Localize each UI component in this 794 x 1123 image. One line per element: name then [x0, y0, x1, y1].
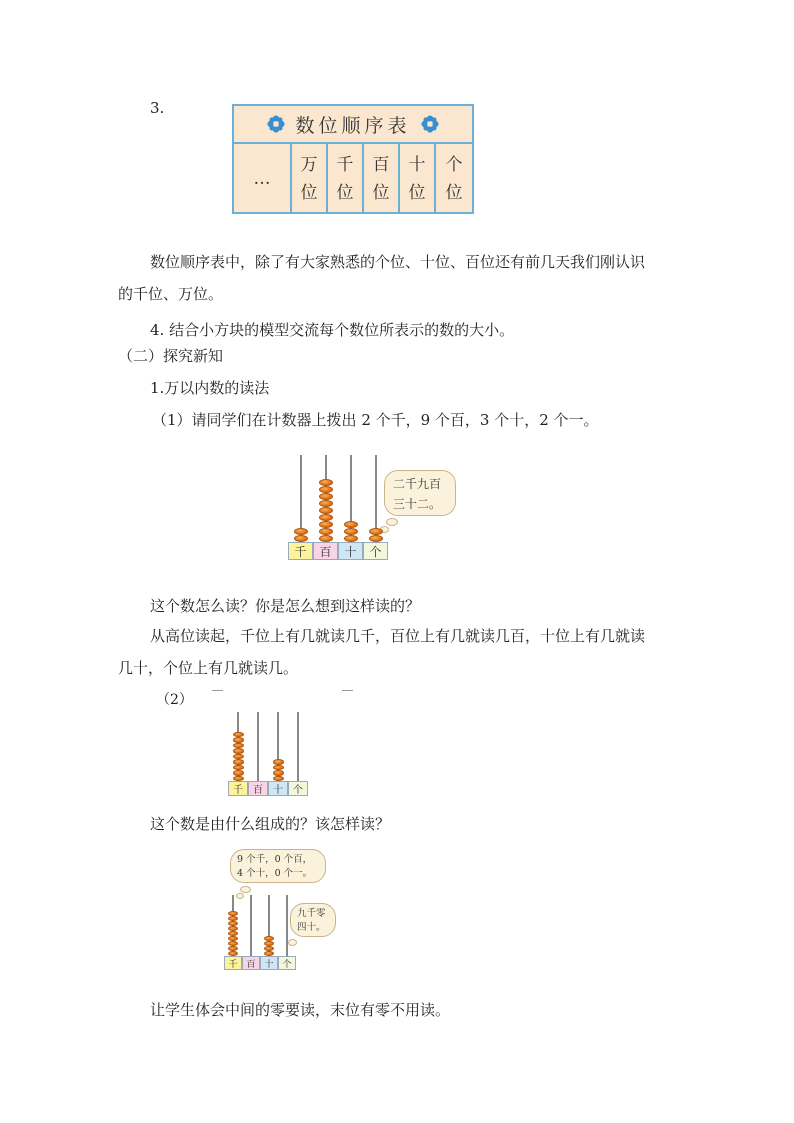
bubble-tail-dot: [240, 886, 251, 893]
abacus-bead: [273, 770, 284, 776]
paragraph-line: 的千位、万位。: [118, 285, 224, 303]
abacus-bead: [233, 770, 244, 776]
abacus-label-thousand: 千: [228, 781, 248, 796]
abacus-label-one: 个: [288, 781, 308, 796]
abacus-bead: [294, 528, 308, 535]
abacus-rod-hundred: [257, 712, 259, 781]
bubble-line: 四十。: [297, 922, 326, 933]
abacus-bead: [294, 535, 308, 542]
abacus-bead: [264, 936, 274, 941]
cell-top: 个: [445, 155, 463, 175]
abacus-label-thousand: 千: [288, 542, 313, 560]
abacus-bead: [228, 916, 238, 921]
place-value-table: [232, 104, 474, 214]
abacus-figure-2: [228, 708, 318, 798]
cell-top: 十: [408, 155, 426, 175]
abacus-rod-one: [286, 895, 288, 956]
bubble-line: 三十二。: [393, 497, 442, 511]
abacus-figure-3: [222, 845, 342, 975]
paragraph-line: 数位顺序表中，除了有大家熟悉的个位、十位、百位还有前几天我们刚认识: [150, 253, 646, 271]
abacus-bead: [233, 743, 244, 749]
abacus-bead: [228, 926, 238, 931]
abacus-bead: [264, 941, 274, 946]
cell-top: 千: [336, 155, 354, 175]
abacus-rod-one: [297, 712, 299, 781]
abacus-bead: [319, 493, 333, 500]
abacus-figure-1: [288, 455, 468, 563]
cell-bottom: 位: [408, 183, 426, 203]
abacus-bead: [273, 759, 284, 765]
speech-bubble-side: [290, 903, 336, 937]
bubble-line: 9 个千，0 个百，: [237, 854, 313, 865]
abacus-bead: [228, 936, 238, 941]
abacus-label-hundred: 百: [248, 781, 268, 796]
abacus-label-hundred: 百: [242, 956, 260, 970]
cell-top: 百: [372, 155, 390, 175]
place-value-table-title: 数位顺序表: [295, 114, 411, 137]
abacus-bead: [319, 528, 333, 535]
abacus-bead: [319, 514, 333, 521]
bubble-line: 二千九百: [393, 477, 442, 491]
abacus-label-one: 个: [363, 542, 388, 560]
abacus-bead: [344, 521, 358, 528]
abacus-bead: [319, 507, 333, 514]
section-heading: （二）探究新知: [118, 347, 224, 365]
abacus-bead: [369, 535, 383, 542]
abacus-bead: [319, 521, 333, 528]
abacus-bead: [369, 528, 383, 535]
abacus-bead: [233, 765, 244, 771]
question-1-text: （1）请同学们在计数器上拨出 2 个千，9 个百，3 个十，2 个一。: [152, 411, 599, 429]
abacus-label-row: [224, 956, 296, 970]
item-4-text: 4. 结合小方块的模型交流每个数位所表示的数的大小。: [150, 321, 515, 339]
item-number-3: 3.: [150, 99, 165, 117]
dash-mark: [212, 690, 223, 691]
abacus-bead: [228, 941, 238, 946]
cell-top: 万: [300, 155, 318, 175]
place-value-cell-wan: [292, 144, 328, 214]
abacus-label-ten: 十: [260, 956, 278, 970]
abacus-bead: [233, 754, 244, 760]
abacus-bead: [264, 946, 274, 951]
abacus-bead: [233, 759, 244, 765]
abacus-label-hundred: 百: [313, 542, 338, 560]
bubble-tail-dot: [236, 893, 244, 899]
abacus-bead: [344, 528, 358, 535]
flower-icon: [421, 115, 439, 133]
abacus-rod-hundred: [250, 895, 252, 956]
abacus-label-row: [288, 542, 388, 560]
place-value-cell-bai: [364, 144, 400, 214]
cell-bottom: 位: [372, 183, 390, 203]
abacus-bead: [228, 921, 238, 926]
question-read-text: 这个数怎么读？你是怎么想到这样读的？: [150, 597, 421, 615]
abacus-bead: [233, 748, 244, 754]
place-value-cell-qian: [328, 144, 364, 214]
speech-bubble-top: [230, 849, 326, 883]
place-value-cell-ellipsis: [234, 144, 292, 214]
rule-line: 从高位读起，千位上有几就读几千，百位上有几就读几百，十位上有几就读: [150, 627, 646, 645]
abacus-label-ten: 十: [268, 781, 288, 796]
cell-bottom: 位: [336, 183, 354, 203]
abacus-label-one: 个: [278, 956, 296, 970]
bubble-line: 九千零: [297, 908, 326, 919]
conclusion-text: 让学生体会中间的零要读，末位有零不用读。: [150, 1001, 451, 1019]
abacus-bead: [228, 946, 238, 951]
speech-bubble: [384, 470, 456, 516]
bubble-tail-dot: [288, 939, 297, 946]
abacus-label-row: [228, 781, 308, 796]
question-2-label: （2）: [156, 692, 193, 708]
abacus-bead: [319, 479, 333, 486]
subsection-heading: 1.万以内数的读法: [150, 379, 270, 397]
abacus-bead: [228, 931, 238, 936]
bubble-tail-dot: [386, 518, 398, 526]
flower-icon: [267, 115, 285, 133]
abacus-bead: [319, 535, 333, 542]
place-value-cell-ge: [436, 144, 472, 214]
place-value-cells: [234, 144, 472, 214]
rule-line: 几十，个位上有几就读几。: [118, 659, 299, 677]
dash-mark: [342, 690, 353, 691]
abacus-label-thousand: 千: [224, 956, 242, 970]
question-compose-text: 这个数是由什么组成的？该怎样读？: [150, 815, 391, 833]
place-value-cell-shi: [400, 144, 436, 214]
cell-bottom: 位: [445, 183, 463, 203]
abacus-bead: [228, 911, 238, 916]
abacus-bead: [344, 535, 358, 542]
abacus-bead: [319, 486, 333, 493]
abacus-bead: [319, 500, 333, 507]
cell-bottom: 位: [300, 183, 318, 203]
bubble-line: 4 个十，0 个一。: [237, 868, 313, 879]
cell-top: …: [253, 169, 271, 189]
abacus-label-ten: 十: [338, 542, 363, 560]
abacus-bead: [233, 737, 244, 743]
place-value-table-title-bar: [234, 106, 472, 144]
abacus-bead: [233, 732, 244, 738]
abacus-bead: [273, 765, 284, 771]
